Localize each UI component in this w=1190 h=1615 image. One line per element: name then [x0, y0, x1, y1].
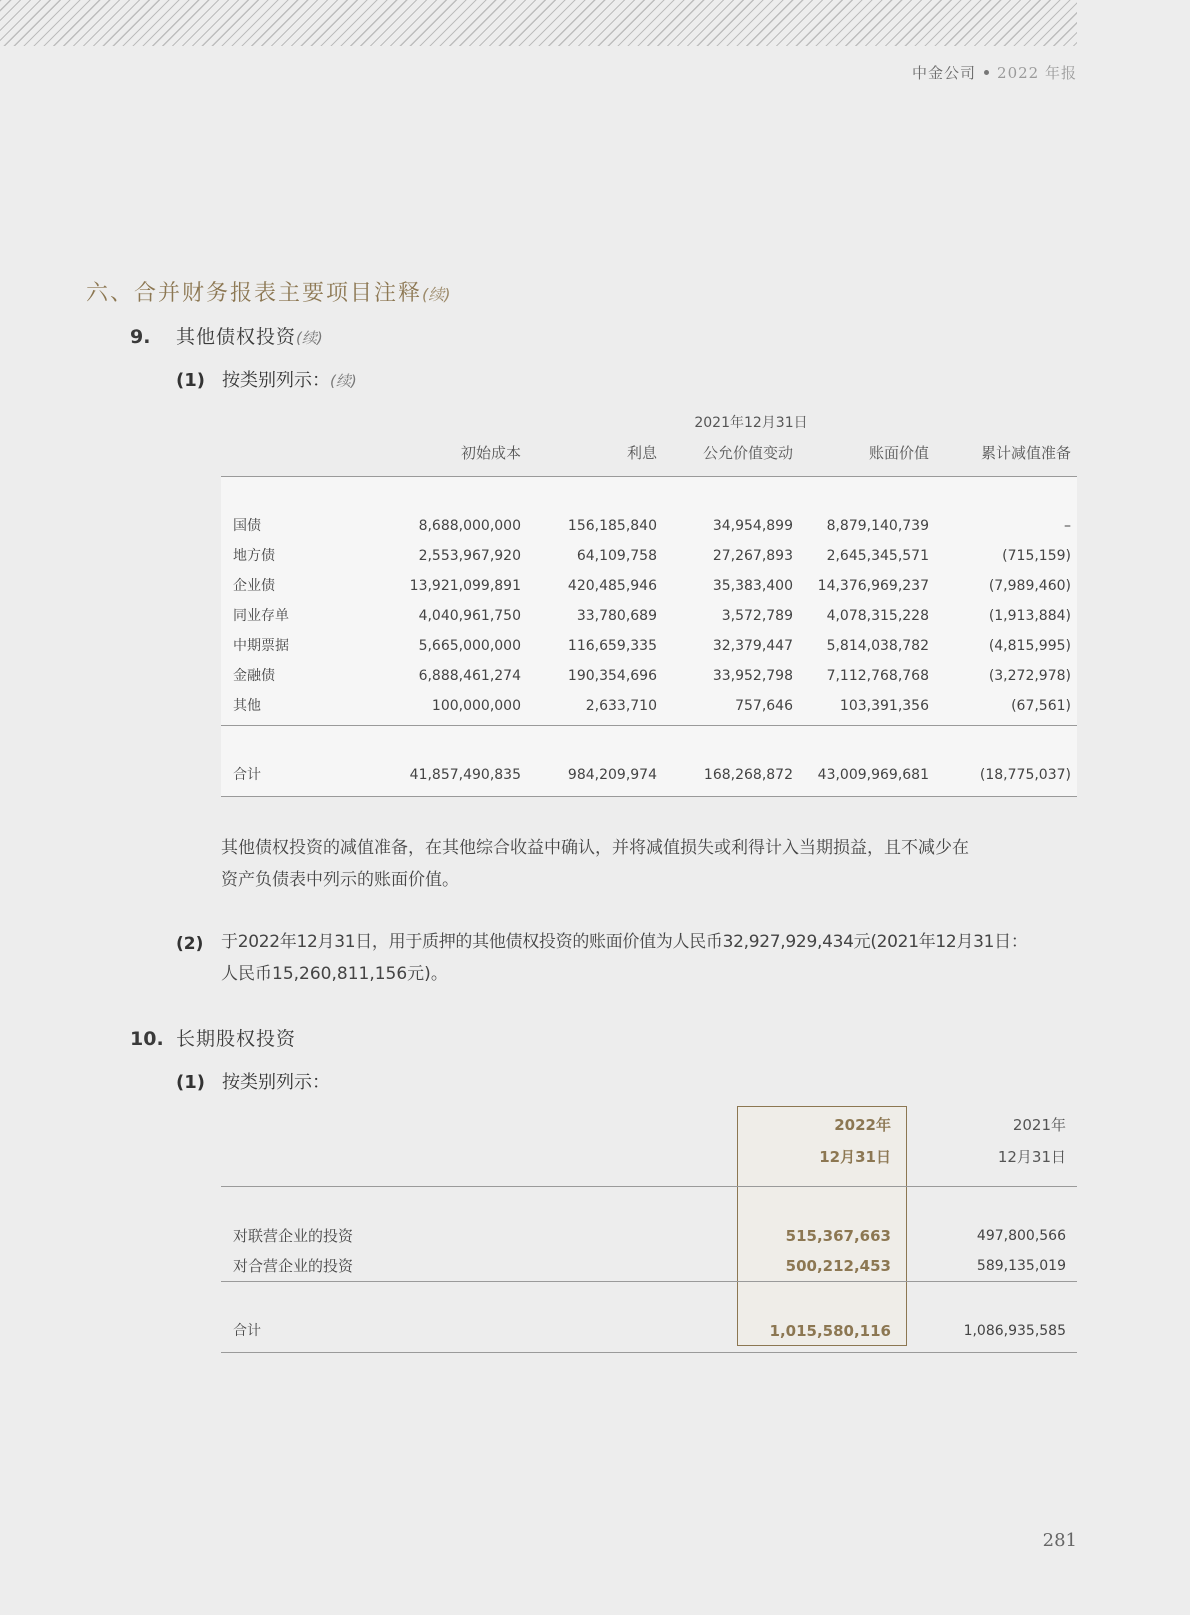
- row-label: 对合营企业的投资: [233, 1257, 354, 1275]
- continued-mark: (续): [296, 329, 323, 347]
- row-label: 地方债: [233, 548, 275, 564]
- cell-value-2021: 589,135,019: [976, 1258, 1066, 1274]
- table-row: [221, 511, 1077, 541]
- note9-title: 其他债权投资: [176, 326, 297, 348]
- table-total: [221, 1282, 1077, 1352]
- row-label: 其他: [233, 698, 261, 714]
- cell-value-2022: 500,212,453: [785, 1257, 891, 1275]
- note10-title: 长期股权投资: [176, 1028, 297, 1050]
- paragraph-line: 资产负债表中列示的账面价值。: [221, 870, 459, 890]
- cell-value: 14,376,969,237: [817, 578, 929, 594]
- sub-title: 按类别列示：: [222, 370, 330, 391]
- cell-value: –: [1064, 518, 1071, 534]
- continued-mark: (续): [330, 372, 357, 390]
- column-header-2022-date: 12月31日: [819, 1148, 891, 1166]
- table-rule: [221, 1352, 1077, 1353]
- table-row: [221, 661, 1077, 691]
- paragraph-line: 人民币15,260,811,156元)。: [221, 964, 448, 984]
- note10-heading: [130, 1024, 296, 1051]
- note9-heading: [130, 322, 323, 349]
- row-label: 国债: [233, 518, 261, 534]
- cell-value: (7,989,460): [988, 578, 1071, 594]
- paragraph-line: 于2022年12月31日，用于质押的其他债权投资的账面价值为人民币32,927,929,434元(2021年12月31日：: [221, 932, 1028, 952]
- cell-value: 32,379,447: [712, 638, 793, 654]
- cell-value: 3,572,789: [721, 608, 793, 624]
- paragraph-line: 其他债权投资的减值准备，在其他综合收益中确认，并将减值损失或利得计入当期损益，且不减少在: [221, 838, 969, 858]
- table-body: [221, 1187, 1077, 1281]
- table-column-headers: [221, 438, 1077, 476]
- continued-mark: (续): [422, 285, 451, 304]
- table-row-total: [221, 1316, 1077, 1346]
- cell-value: 100,000,000: [431, 698, 521, 714]
- cell-value: 33,780,689: [576, 608, 657, 624]
- cell-value: 35,383,400: [712, 578, 793, 594]
- cell-value: 8,688,000,000: [418, 518, 521, 534]
- row-label: 金融债: [233, 668, 275, 684]
- cell-value-2022: 1,015,580,116: [769, 1322, 891, 1340]
- section-title: [86, 276, 451, 307]
- row-label: 中期票据: [233, 638, 289, 654]
- cell-value: 4,078,315,228: [826, 608, 929, 624]
- sub-number: (1): [176, 370, 205, 391]
- column-header: 账面价值: [868, 444, 929, 462]
- column-header: 利息: [626, 444, 657, 462]
- cell-value: (4,815,995): [988, 638, 1071, 654]
- cell-value: 757,646: [735, 698, 793, 714]
- page-number: 281: [1042, 1530, 1077, 1551]
- table-row: [221, 541, 1077, 571]
- cell-value: 5,814,038,782: [826, 638, 929, 654]
- note9-sub1-heading: [176, 366, 357, 392]
- row-label: 企业债: [233, 578, 275, 594]
- pledged-note-paragraph: [221, 926, 1091, 990]
- cell-value-2022: 515,367,663: [785, 1227, 891, 1245]
- cell-value: (3,272,978): [988, 668, 1071, 684]
- report-year: 2022 年报: [997, 64, 1077, 82]
- table-row: [221, 691, 1077, 721]
- table-row: [221, 1251, 1077, 1281]
- bond-investment-table: [221, 408, 1077, 797]
- note9-number: 9.: [130, 326, 151, 348]
- column-header: 累计减值准备: [980, 444, 1071, 462]
- row-label: 合计: [233, 1323, 261, 1339]
- table-row: [221, 1221, 1077, 1251]
- cell-value: 2,553,967,920: [418, 548, 521, 564]
- table-body: [221, 477, 1077, 725]
- cell-value: 7,112,768,768: [826, 668, 929, 684]
- column-header-2021: 2021年: [1012, 1116, 1066, 1134]
- cell-value: 5,665,000,000: [418, 638, 521, 654]
- note10-number: 10.: [130, 1028, 164, 1050]
- decorative-hatch-band: [0, 0, 1077, 46]
- equity-investment-table: [221, 1110, 1077, 1353]
- column-header: 初始成本: [460, 444, 521, 462]
- column-header-2022: 2022年: [834, 1116, 891, 1134]
- sub-number: (2): [176, 934, 204, 954]
- cell-value: 984,209,974: [567, 767, 657, 783]
- cell-value: (715,159): [1002, 548, 1071, 564]
- cell-value-2021: 1,086,935,585: [963, 1323, 1066, 1339]
- cell-value: 2,633,710: [585, 698, 657, 714]
- cell-value: (1,913,884): [988, 608, 1071, 624]
- sub-number: (1): [176, 1072, 205, 1093]
- table-row: [221, 631, 1077, 661]
- cell-value: 190,354,696: [567, 668, 657, 684]
- table-row-total: [221, 760, 1077, 790]
- table-row: [221, 601, 1077, 631]
- cell-value: 103,391,356: [839, 698, 929, 714]
- sub-title: 按类别列示：: [222, 1072, 330, 1093]
- cell-value: 2,645,345,571: [826, 548, 929, 564]
- row-label: 对联营企业的投资: [233, 1227, 354, 1245]
- cell-value: 34,954,899: [712, 518, 793, 534]
- table-total: [221, 726, 1077, 796]
- cell-value: 4,040,961,750: [418, 608, 521, 624]
- cell-value: 156,185,840: [567, 518, 657, 534]
- table-rule: [221, 796, 1077, 797]
- running-header: [912, 62, 1077, 83]
- company-name: 中金公司: [912, 64, 977, 82]
- table-date-header: 2021年12月31日: [694, 415, 808, 431]
- cell-value: 43,009,969,681: [817, 767, 929, 783]
- cell-value-2021: 497,800,566: [976, 1228, 1066, 1244]
- section-title-text: 六、合并财务报表主要项目注释: [86, 281, 423, 306]
- cell-value: 420,485,946: [567, 578, 657, 594]
- bullet-icon: [984, 70, 989, 75]
- table-row: [221, 571, 1077, 601]
- cell-value: 8,879,140,739: [826, 518, 929, 534]
- cell-value: 13,921,099,891: [409, 578, 521, 594]
- row-label: 同业存单: [233, 608, 289, 624]
- cell-value: 116,659,335: [567, 638, 657, 654]
- column-header: 公允价值变动: [702, 444, 793, 462]
- column-header-2021-date: 12月31日: [997, 1148, 1066, 1166]
- cell-value: 64,109,758: [576, 548, 657, 564]
- cell-value: 6,888,461,274: [418, 668, 521, 684]
- cell-value: 41,857,490,835: [409, 767, 521, 783]
- cell-value: (67,561): [1011, 698, 1071, 714]
- cell-value: 168,268,872: [703, 767, 793, 783]
- row-label: 合计: [233, 767, 261, 783]
- cell-value: 33,952,798: [712, 668, 793, 684]
- note10-sub1-heading: [176, 1068, 330, 1094]
- impairment-note-paragraph: [221, 832, 1081, 896]
- cell-value: (18,775,037): [979, 767, 1071, 783]
- cell-value: 27,267,893: [712, 548, 793, 564]
